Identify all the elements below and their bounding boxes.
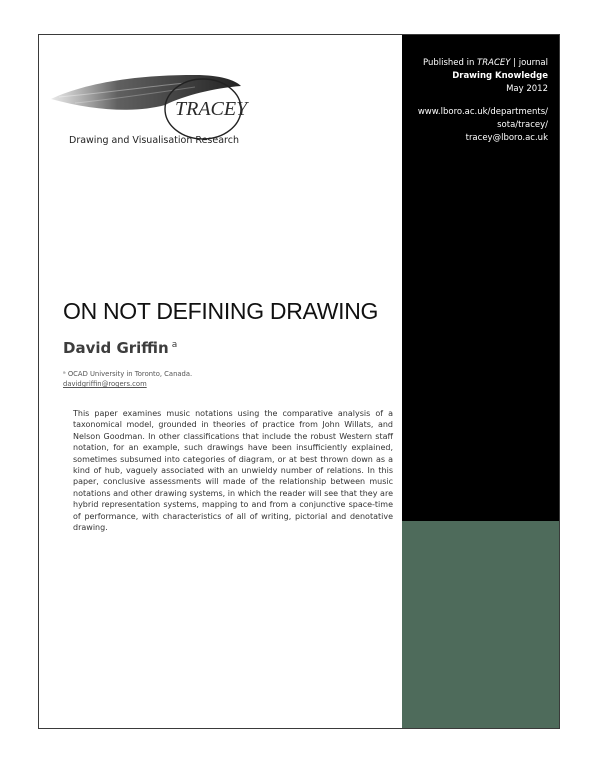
journal-url-line-2[interactable]: sota/tracey/ [497,120,548,130]
document-page [38,34,560,729]
abstract-text: This paper examines music notations using the comparative analysis of a taxonomical model, grounded in theories of practice from John Willats, and Nelson Goodman. In other classifications that include the robust Western staff notation, for an example, such drawings have been insufficiently explained, sometimes subsumed into categories of diagram, or at best thrown down as a kind of hub, vaguely associated with an unwieldy number of relations. In this paper, conclusive assessments will made of the relationship between music notations and other drawing systems, in which the reader will see that they are hybrid representation systems, mapping to and from a conjunctive space-time of performance, with characteristics of all of writing, pictorial and denotative drawing. [73,409,393,533]
issue-title: Drawing Knowledge [452,71,548,81]
logo-wordmark: TRACEY [175,98,248,120]
published-line: Published in TRACEY | journal [422,58,548,68]
journal-name: TRACEY [477,58,511,68]
sidebar-green-panel [402,521,560,729]
author-name: David Griffin $^a$ [63,339,178,357]
tracey-logo [45,53,275,143]
logo-tagline: Drawing and Visualisation Research [69,135,239,146]
publication-info [403,57,548,145]
author-email-link[interactable]: davidgriffin@rogers.com [63,380,147,388]
affiliation-text: ᵃ OCAD University in Toronto, Canada. [63,370,193,378]
sidebar-black-panel [402,35,560,521]
article-title: ON NOT DEFINING DRAWING [63,298,379,324]
issue-date: May 2012 [506,84,548,94]
journal-email[interactable]: tracey@lboro.ac.uk [465,133,548,143]
author-affiliation [63,369,192,389]
author-mark: a [171,340,178,350]
journal-url-line-1[interactable]: www.lboro.ac.uk/departments/ [417,107,548,117]
